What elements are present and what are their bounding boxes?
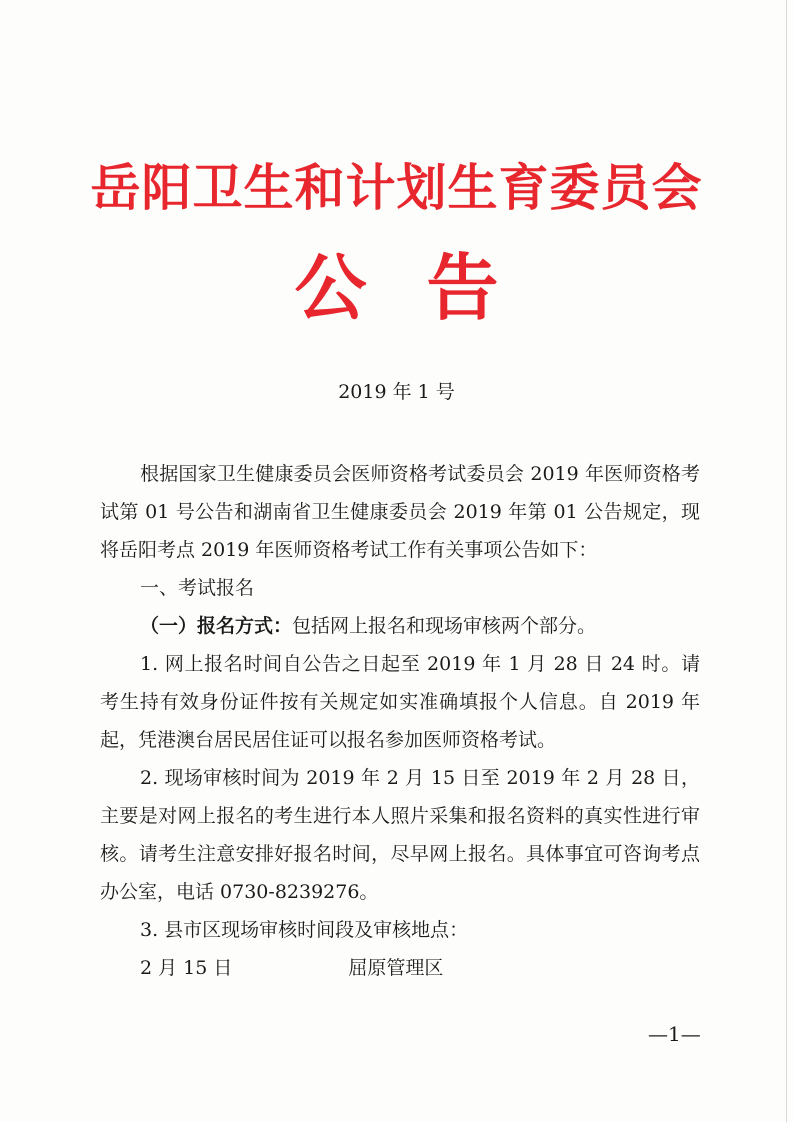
notice-title: 公告 (294, 246, 559, 330)
schedule-location: 屈原管理区 (348, 957, 444, 979)
subsection-label: （一）报名方式： (140, 615, 293, 637)
item-2: 2. 现场审核时间为 2019 年 2 月 15 日至 2019 年 2 月 28 日，主要是对网上报名的考生进行本人照片采集和报名资料的真实性进行审核。请考生注意安排好报名时间，尽早网上报名。具体事宜可咨询考点办公室，电话 0730-8239276。 (100, 767, 700, 903)
schedule-row (100, 949, 700, 987)
subsection-paragraph (100, 607, 700, 645)
item-1: 1. 网上报名时间自公告之日起至 2019 年 1 月 28 日 24 时。请考生持有效身份证件按有关规定如实准确填报个人信息。自 2019 年起，凭港澳台居民居住证可以报名参加医师资格考试。 (100, 653, 700, 751)
section-heading: 一、考试报名 (140, 577, 255, 599)
page-number: —1— (648, 1022, 701, 1046)
item-3: 3. 县市区现场审核时间段及审核地点： (140, 919, 469, 941)
organization-title: 岳阳卫生和计划生育委员会 (90, 159, 703, 217)
notice-body (100, 455, 700, 987)
subsection-text: 包括网上报名和现场审核两个部分。 (292, 615, 597, 637)
schedule-date: 2 月 15 日 (140, 957, 233, 979)
intro-paragraph: 根据国家卫生健康委员会医师资格考试委员会 2019 年医师资格考试第 01 号公告和湖南省卫生健康委员会 2019 年第 01 公告规定，现将岳阳考点 2019 年医师资格考试工作有关事项公告如下： (100, 463, 700, 561)
document-number: 2019 年 1 号 (338, 381, 455, 403)
